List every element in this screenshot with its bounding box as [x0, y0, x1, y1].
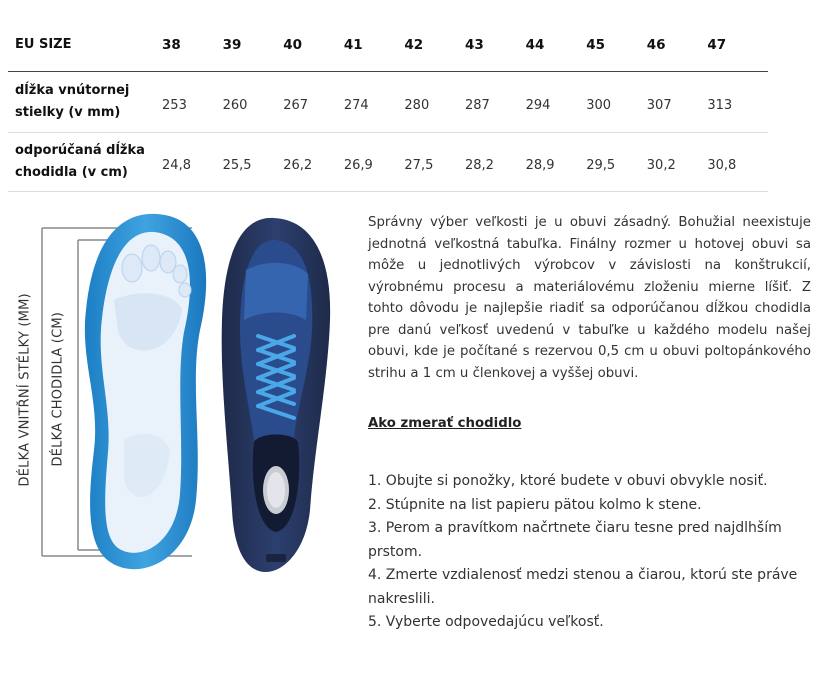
size-header-cell: 38	[162, 36, 181, 53]
measure-step: 2. Stúpnite na list papieru pätou kolmo k stene.	[368, 496, 702, 513]
insole-and-shoe-illustration	[14, 210, 344, 580]
eu-size-header: EU SIZE	[15, 36, 72, 52]
measure-step: 1. Obujte si ponožky, ktoré budete v obuvi obvykle nosiť.	[368, 473, 768, 489]
foot-length-cell: 30,2	[646, 157, 676, 173]
insole-length-cell: 260	[222, 97, 248, 113]
foot-length-cell: 26,9	[343, 157, 373, 173]
foot-length-cell: 30,8	[707, 157, 737, 173]
insole-length-cell: 280	[404, 97, 430, 113]
size-header-cell: 39	[222, 36, 242, 53]
size-table-header-row	[8, 18, 768, 72]
shoe-image	[222, 218, 330, 572]
insole-length-cell: 313	[707, 97, 733, 113]
foot-length-label-line2: chodidla (v cm)	[15, 165, 128, 180]
measure-step: 5. Vyberte odpovedajúcu veľkosť.	[368, 614, 604, 630]
foot-length-cell: 29,5	[586, 157, 616, 173]
insole-length-cell: 307	[646, 97, 672, 113]
foot-length-row	[8, 133, 768, 192]
measure-step: 3. Perom a pravítkom načrtnete čiaru tesne pred najdlhším prstom.	[368, 520, 782, 560]
size-header-cell: 42	[404, 36, 424, 53]
size-header-cell: 45	[586, 36, 605, 53]
size-header-cell: 44	[525, 36, 545, 53]
foot-length-cell: 24,8	[162, 157, 191, 173]
measure-foot-heading: Ako zmerať chodidlo	[368, 416, 522, 431]
insole-length-axis-label: DÉLKA VNITŘNÍ STÉLKY (MM)	[17, 293, 33, 487]
insole-length-cell: 267	[283, 97, 309, 113]
insole-length-row	[8, 72, 768, 133]
insole-length-label	[8, 80, 162, 124]
size-header-cell: 40	[283, 36, 303, 53]
foot-length-label-line1: odporúčaná dĺžka	[15, 143, 145, 158]
insole-length-label-line2: stielky (v mm)	[15, 105, 121, 120]
insole-image	[85, 214, 206, 569]
foot-length-cell: 28,9	[525, 157, 555, 173]
measure-steps-list	[368, 470, 811, 635]
foot-length-label	[8, 140, 162, 184]
insole-length-label-line1: dĺžka vnútornej	[15, 83, 130, 98]
insole-length-cell: 287	[465, 97, 490, 113]
foot-length-cell: 28,2	[465, 157, 494, 173]
foot-length-cell: 26,2	[283, 157, 313, 173]
size-header-cell: 41	[343, 36, 363, 53]
size-header-cell: 47	[707, 36, 727, 53]
insole-length-cell: 253	[162, 97, 187, 113]
insole-length-cell: 300	[586, 97, 612, 113]
foot-length-cell: 25,5	[222, 157, 252, 173]
size-header-cell: 46	[646, 36, 666, 53]
foot-length-axis-label: DÉLKA CHODIDLA (CM)	[50, 311, 66, 467]
measure-step: 4. Zmerte vzdialenosť medzi stenou a čiarou, ktorú ste práve nakreslili.	[368, 567, 798, 607]
foot-length-cell: 27,5	[404, 157, 434, 173]
insole-length-cell: 274	[343, 97, 369, 113]
sizing-intro-paragraph: Správny výber veľkosti je u obuvi zásadný. Bohužial neexistuje jednotná veľkostná tabuľka. Finálny rozmer u hotovej obuvi sa môže u jednotlivých výrobcov v závislosti na konštrukcií, výrobnému procesu a materiálovému zloženiu mierne líšiť. Z tohto dôvodu je najlepšie riadiť sa odporúčanou dĺžkou chodidla pre danú veľkosť uvedenú v tabuľke u každého modelu našej obuvi, kde je počítané s rezervou 0,5 cm u obuvi poltopánkového strihu a 1 cm u členkovej a vyššej obuvi.	[368, 215, 811, 381]
size-table	[8, 18, 768, 192]
size-header-cell: 43	[465, 36, 484, 53]
sizing-info	[368, 212, 811, 635]
insole-length-cell: 294	[525, 97, 551, 113]
